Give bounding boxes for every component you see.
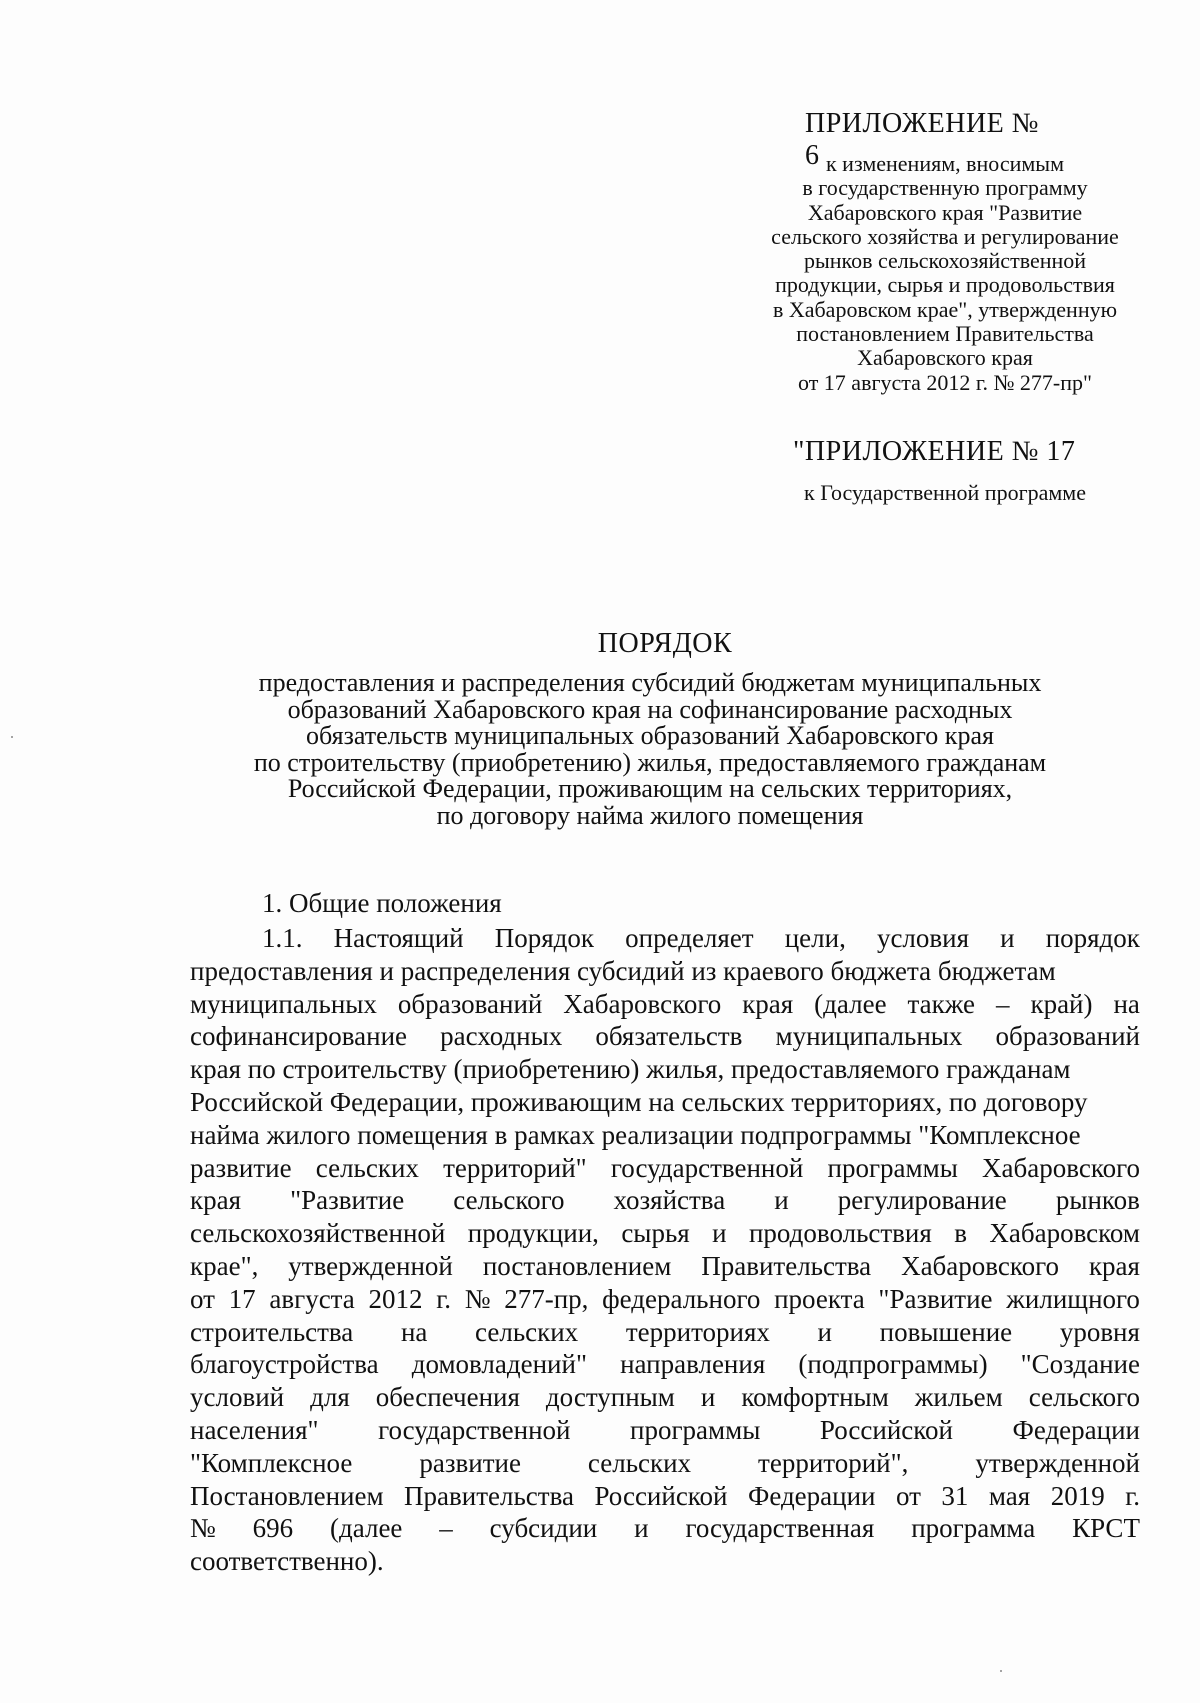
paragraph-word: на — [400, 1316, 428, 1347]
paragraph-word: Российской Федерации, проживающим на сельских территориях, по договору — [190, 1086, 1088, 1117]
paragraph-word: муниципальных — [775, 1021, 963, 1052]
paragraph-word: территориях — [625, 1316, 770, 1347]
paragraph-word: расходных — [440, 1021, 563, 1052]
paragraph-word: хозяйства — [613, 1185, 726, 1216]
paragraph-word: от — [190, 1283, 215, 1314]
scan-artifact — [1000, 1670, 1002, 1672]
paragraph-word: "Комплексное — [190, 1447, 353, 1478]
annex-6-line: сельского хозяйства и регулирование — [771, 223, 1119, 249]
scan-artifact — [11, 736, 13, 738]
subtitle-line: Российской Федерации, проживающим на сельских территориях, — [287, 774, 1013, 803]
paragraph-word: и — [774, 1185, 789, 1216]
paragraph-line — [190, 1217, 1140, 1250]
paragraph-word: Хабаровского — [563, 988, 722, 1019]
paragraph-line — [190, 1283, 1140, 1316]
annex-6-line: к изменениям, вносимым — [825, 151, 1065, 176]
paragraph-word: (далее — [814, 988, 887, 1019]
paragraph-word: мая — [988, 1480, 1031, 1511]
paragraph-word: (подпрограммы) — [798, 1349, 988, 1380]
paragraph-word: Правительства — [701, 1250, 872, 1281]
paragraph-word: Федерации — [1012, 1414, 1140, 1445]
paragraph-line — [190, 1381, 1140, 1414]
paragraph-word: предоставления и распределения субсидий из краевого бюджета бюджетам — [190, 955, 1056, 986]
paragraph-word: государственной — [378, 1414, 571, 1445]
paragraph-line — [190, 1184, 1140, 1217]
paragraph-word: образований — [995, 1021, 1140, 1052]
paragraph-word: в — [954, 1218, 967, 1249]
paragraph-word: от — [895, 1480, 921, 1511]
paragraph-word: августа — [269, 1283, 355, 1314]
paragraph-word: государственной — [610, 1152, 804, 1183]
paragraph-word: постановлением — [482, 1250, 672, 1281]
paragraph-word: Российской — [819, 1414, 953, 1445]
paragraph-word: КРСТ — [1072, 1513, 1140, 1544]
paragraph-word: образований — [397, 988, 543, 1019]
paragraph-word: Правительства — [404, 1480, 574, 1511]
paragraph-word: край) — [1030, 988, 1093, 1019]
annex-17-subtitle: к Государственной программе — [804, 480, 1086, 505]
paragraph-word: "Создание — [1020, 1349, 1140, 1380]
paragraph-line — [190, 1414, 1140, 1447]
paragraph-word: федерального — [602, 1283, 761, 1314]
paragraph-word: регулирование — [837, 1185, 1007, 1216]
paragraph-line — [190, 1348, 1140, 1381]
annex-6-title: ПРИЛОЖЕНИЕ № 6 — [805, 108, 1039, 171]
paragraph-word: развитие — [190, 1152, 292, 1183]
section-paragraph — [190, 922, 1140, 1578]
paragraph-word: программа — [911, 1513, 1036, 1544]
paragraph-word: крае", — [190, 1250, 259, 1281]
paragraph-word: края — [1088, 1250, 1140, 1281]
paragraph-word: № — [190, 1513, 216, 1544]
paragraph-word: цели, — [784, 923, 846, 953]
paragraph-line — [190, 1119, 1140, 1152]
paragraph-word: утвержденной — [975, 1447, 1140, 1478]
paragraph-word: 1.1. — [262, 923, 303, 953]
paragraph-word: и — [817, 1316, 832, 1347]
paragraph-word: проекта — [774, 1283, 865, 1314]
document-subtitle — [200, 670, 1100, 829]
subtitle-line: по строительству (приобретению) жилья, предоставляемого гражданам — [253, 747, 1047, 777]
paragraph-word: определяет — [625, 923, 754, 953]
paragraph-line — [190, 955, 1140, 988]
paragraph-word: 277-пр, — [504, 1283, 589, 1314]
paragraph-word: сельскохозяйственной — [190, 1218, 446, 1249]
paragraph-word: сельских — [587, 1447, 692, 1478]
annex-6-line: рынков сельскохозяйственной — [803, 248, 1087, 274]
paragraph-word: соответственно). — [190, 1546, 384, 1577]
paragraph-word: 2012 — [368, 1283, 423, 1314]
annex-6-line: в Хабаровском крае", утвержденную — [772, 296, 1118, 322]
paragraph-line — [190, 1152, 1140, 1185]
paragraph-word: Постановлением — [190, 1480, 384, 1511]
paragraph-word: Хабаровского — [901, 1250, 1060, 1281]
paragraph-word: сельских — [475, 1316, 579, 1347]
paragraph-word: условий — [190, 1382, 285, 1413]
subtitle-line: обязательств муниципальных образований Хабаровского края — [306, 721, 994, 750]
paragraph-word: на — [1113, 988, 1140, 1019]
paragraph-word: г. — [436, 1283, 452, 1314]
annex-6-description — [745, 152, 1145, 395]
paragraph-line — [190, 1316, 1140, 1349]
paragraph-line — [190, 1020, 1140, 1053]
paragraph-word: условия — [876, 923, 970, 953]
paragraph-word: Настоящий — [333, 923, 464, 953]
subtitle-line: по договору найма жилого помещения — [436, 800, 864, 830]
paragraph-line — [190, 1512, 1140, 1545]
annex-17-title: "ПРИЛОЖЕНИЕ № 17 — [793, 436, 1076, 467]
paragraph-word: Федерации — [747, 1480, 876, 1511]
paragraph-line — [190, 1480, 1140, 1513]
annex-6-line: продукции, сырья и продовольствия — [775, 272, 1115, 298]
paragraph-word: и — [1000, 923, 1015, 953]
annex-6-line: постановлением Правительства — [796, 321, 1094, 347]
paragraph-word: сельских — [315, 1152, 419, 1183]
paragraph-word: "Развитие — [290, 1185, 405, 1216]
paragraph-line — [190, 1447, 1140, 1480]
paragraph-line — [190, 922, 1140, 955]
paragraph-word: программы — [630, 1414, 761, 1445]
paragraph-word: порядок — [1045, 923, 1140, 953]
paragraph-line — [190, 1053, 1140, 1086]
paragraph-word: Порядок — [494, 923, 595, 953]
paragraph-word: (далее — [330, 1513, 403, 1544]
paragraph-word: Хабаровского — [982, 1152, 1140, 1183]
subtitle-line: предоставления и распределения субсидий бюджетам муниципальных — [258, 668, 1042, 697]
annex-6-line: Хабаровского края "Развитие — [807, 199, 1083, 225]
paragraph-line — [190, 1545, 1140, 1578]
paragraph-word: территорий" — [443, 1152, 587, 1183]
document-title: ПОРЯДОК — [597, 628, 733, 659]
paragraph-word: найма жилого помещения в рамках реализации подпрограммы "Комплексное — [190, 1119, 1081, 1150]
paragraph-word: и — [700, 1382, 716, 1413]
subtitle-line: образований Хабаровского края на софинансирование расходных — [287, 694, 1013, 724]
paragraph-word: субсидии — [489, 1513, 598, 1544]
paragraph-word: 696 — [252, 1513, 294, 1544]
paragraph-word: также — [907, 988, 976, 1019]
paragraph-word: обязательств — [595, 1021, 743, 1052]
paragraph-word: сырья — [621, 1218, 690, 1249]
paragraph-word: края — [190, 1185, 242, 1216]
paragraph-word: сельского — [453, 1185, 565, 1216]
section-heading: 1. Общие положения — [262, 888, 502, 918]
paragraph-word: "Развитие — [878, 1283, 993, 1314]
paragraph-word: программы — [827, 1152, 958, 1183]
paragraph-word: благоустройства — [190, 1349, 379, 1380]
paragraph-word: для — [310, 1382, 350, 1413]
paragraph-word: г. — [1125, 1480, 1140, 1511]
paragraph-word: Хабаровском — [989, 1218, 1140, 1249]
paragraph-word: сельского — [1028, 1382, 1140, 1413]
paragraph-line — [190, 988, 1140, 1021]
paragraph-line — [190, 1250, 1140, 1283]
paragraph-word: № — [464, 1283, 491, 1314]
paragraph-word: софинансирование — [190, 1021, 408, 1052]
paragraph-word: и — [712, 1218, 727, 1249]
paragraph-word: развитие — [419, 1447, 521, 1478]
paragraph-word: комфортным — [741, 1382, 889, 1413]
paragraph-word: жилищного — [1006, 1283, 1140, 1314]
paragraph-word: домовладений" — [411, 1349, 587, 1380]
paragraph-word: Российской — [594, 1480, 728, 1511]
paragraph-word: края — [742, 988, 794, 1019]
paragraph-word: государственная — [685, 1513, 875, 1544]
paragraph-word: и — [634, 1513, 649, 1544]
paragraph-word: 2019 — [1050, 1480, 1105, 1511]
paragraph-word: муниципальных — [190, 988, 377, 1019]
annex-6-line: Хабаровского края — [857, 345, 1033, 371]
paragraph-word: 17 — [228, 1283, 256, 1314]
annex-6-line: в государственную программу — [802, 175, 1088, 201]
paragraph-word: продукции, — [467, 1218, 599, 1249]
paragraph-word: населения" — [190, 1414, 319, 1445]
paragraph-word: края по строительству (приобретению) жилья, предоставляемого гражданам — [190, 1054, 1071, 1085]
paragraph-word: рынков — [1055, 1185, 1140, 1216]
paragraph-word: доступным — [545, 1382, 675, 1413]
paragraph-word: продовольствия — [748, 1218, 932, 1249]
paragraph-word: – — [439, 1513, 453, 1544]
paragraph-word: утвержденной — [288, 1250, 453, 1281]
paragraph-line — [190, 1086, 1140, 1119]
paragraph-word: – — [996, 988, 1010, 1019]
paragraph-word: строительства — [190, 1316, 354, 1347]
paragraph-word: направления — [620, 1349, 766, 1380]
paragraph-word: жильем — [914, 1382, 1003, 1413]
paragraph-word: территорий", — [758, 1447, 909, 1478]
paragraph-word: уровня — [1059, 1316, 1140, 1347]
paragraph-word: обеспечения — [375, 1382, 520, 1413]
paragraph-word: повышение — [879, 1316, 1013, 1347]
annex-6-line: от 17 августа 2012 г. № 277-пр" — [797, 369, 1093, 395]
paragraph-word: 31 — [941, 1480, 969, 1511]
